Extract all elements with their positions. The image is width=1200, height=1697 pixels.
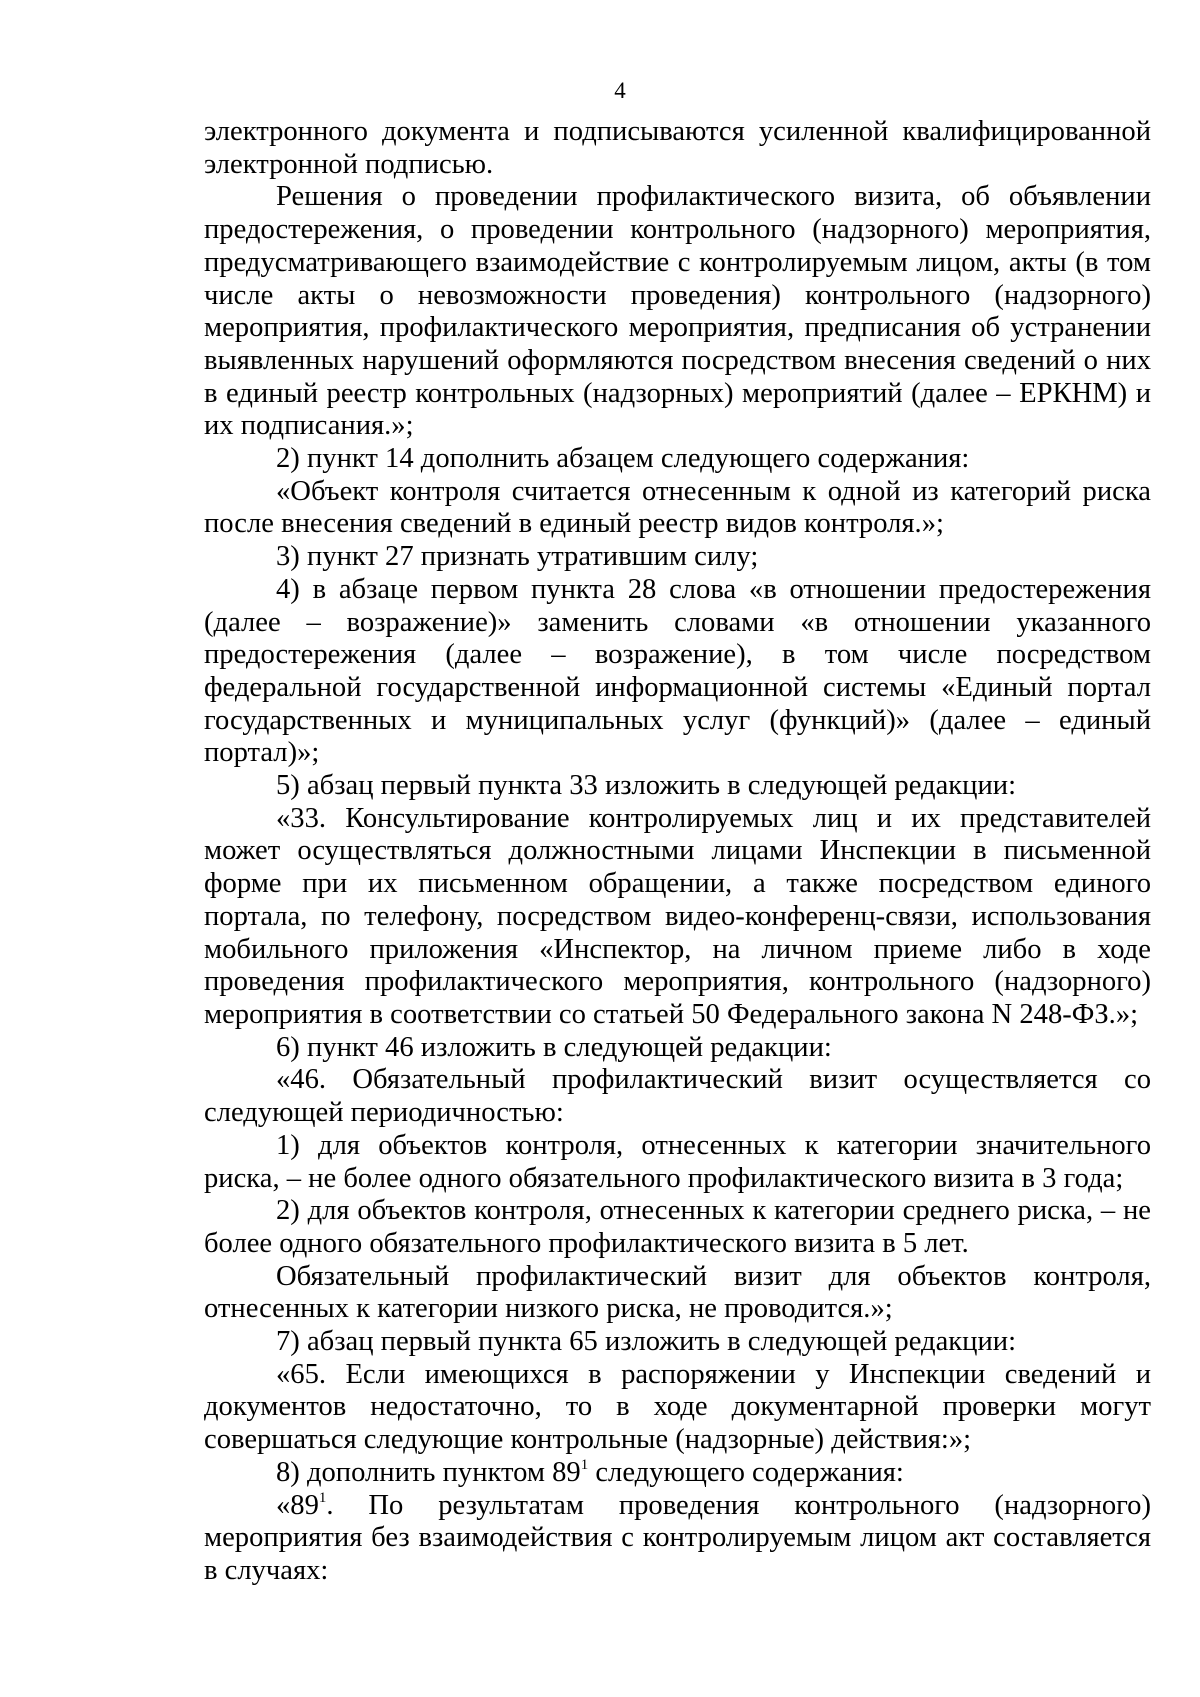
paragraph-14: 7) абзац первый пункта 65 изложить в следующей редакции:: [276, 1326, 1017, 1358]
paragraph-17-text: «89: [276, 1489, 319, 1521]
paragraph-4: «Объект контроля считается отнесенным к одной из категорий риска после внесения сведений в единый реестр видов контроля.»;: [204, 475, 1151, 540]
paragraph-6: 4) в абзаце первом пункта 28 слова «в отношении предостережения (далее – возражение)» заменить словами «в отношении указанного предостережения (далее – возражение), в том числе посредством федеральной государственной информационной системы «Единый портал государственных и муниципальных услуг (функций)» (далее – единый портал)»;: [204, 573, 1151, 769]
paragraph-17-text-end: . По результатам проведения контрольного (надзорного) мероприятия без взаимодействия с контролируемым лицом акт составляется в случаях:: [204, 1489, 1151, 1586]
paragraph-9: 6) пункт 46 изложить в следующей редакции:: [276, 1031, 832, 1063]
superscript-index: 1: [580, 1456, 589, 1473]
paragraph-16-text: 8) дополнить пунктом 89: [276, 1456, 581, 1488]
paragraph-3: 2) пункт 14 дополнить абзацем следующего содержания:: [276, 443, 970, 475]
paragraph-15: «65. Если имеющихся в распоряжении у Инспекции сведений и документов недостаточно, то в ходе документарной проверки могут совершаться следующие контрольные (надзорные) действия:»;: [204, 1358, 1151, 1456]
paragraph-11: 1) для объектов контроля, отнесенных к категории значительного риска, – не более одного обязательного профилактического визита в 3 года;: [204, 1129, 1151, 1194]
paragraph-17: [204, 1490, 1151, 1588]
superscript-index: 1: [318, 1489, 327, 1506]
paragraph-10: «46. Обязательный профилактический визит осуществляется со следующей периодичностью:: [204, 1064, 1151, 1129]
paragraph-12: 2) для объектов контроля, отнесенных к категории среднего риска, – не более одного обязательного профилактического визита в 5 лет.: [204, 1195, 1151, 1259]
paragraph-7: 5) абзац первый пункта 33 изложить в следующей редакции:: [276, 770, 1017, 802]
paragraph-13: Обязательный профилактический визит для объектов контроля, отнесенных к категории низкого риска, не проводится.»;: [204, 1260, 1151, 1325]
page-number: 4: [614, 78, 626, 103]
paragraph-16-text-end: следующего содержания:: [588, 1456, 904, 1488]
paragraph-2: Решения о проведении профилактического визита, об объявлении предостережения, о проведении контрольного (надзорного) мероприятия, предусматривающего взаимодействие с контролируемым лицом, акты (в том числе акты о невозможности проведения) контрольного (надзорного) мероприятия, профилактического мероприятия, предписания об устранении выявленных нарушений оформляются посредством внесения сведений о них в единый реестр контрольных (надзорных) мероприятий (далее – ЕРКНМ) и их подписания.»;: [204, 181, 1151, 442]
paragraph-16: [204, 1457, 1151, 1490]
paragraph-8: «33. Консультирование контролируемых лиц и их представителей может осуществляться должностными лицами Инспекции в письменной форме при их письменном обращении, а также посредством единого портала, по телефону, посредством видео-конференц-связи, использования мобильного приложения «Инспектор, на личном приеме либо в ходе проведения профилактического мероприятия, контрольного (надзорного) мероприятия в соответствии со статьей 50 Федерального закона N 248-ФЗ.»;: [204, 802, 1151, 1030]
paragraph-5: 3) пункт 27 признать утратившим силу;: [276, 541, 759, 573]
document-body: [204, 116, 1151, 1588]
paragraph-1: электронного документа и подписываются усиленной квалифицированной электронной подписью.: [204, 116, 1151, 180]
